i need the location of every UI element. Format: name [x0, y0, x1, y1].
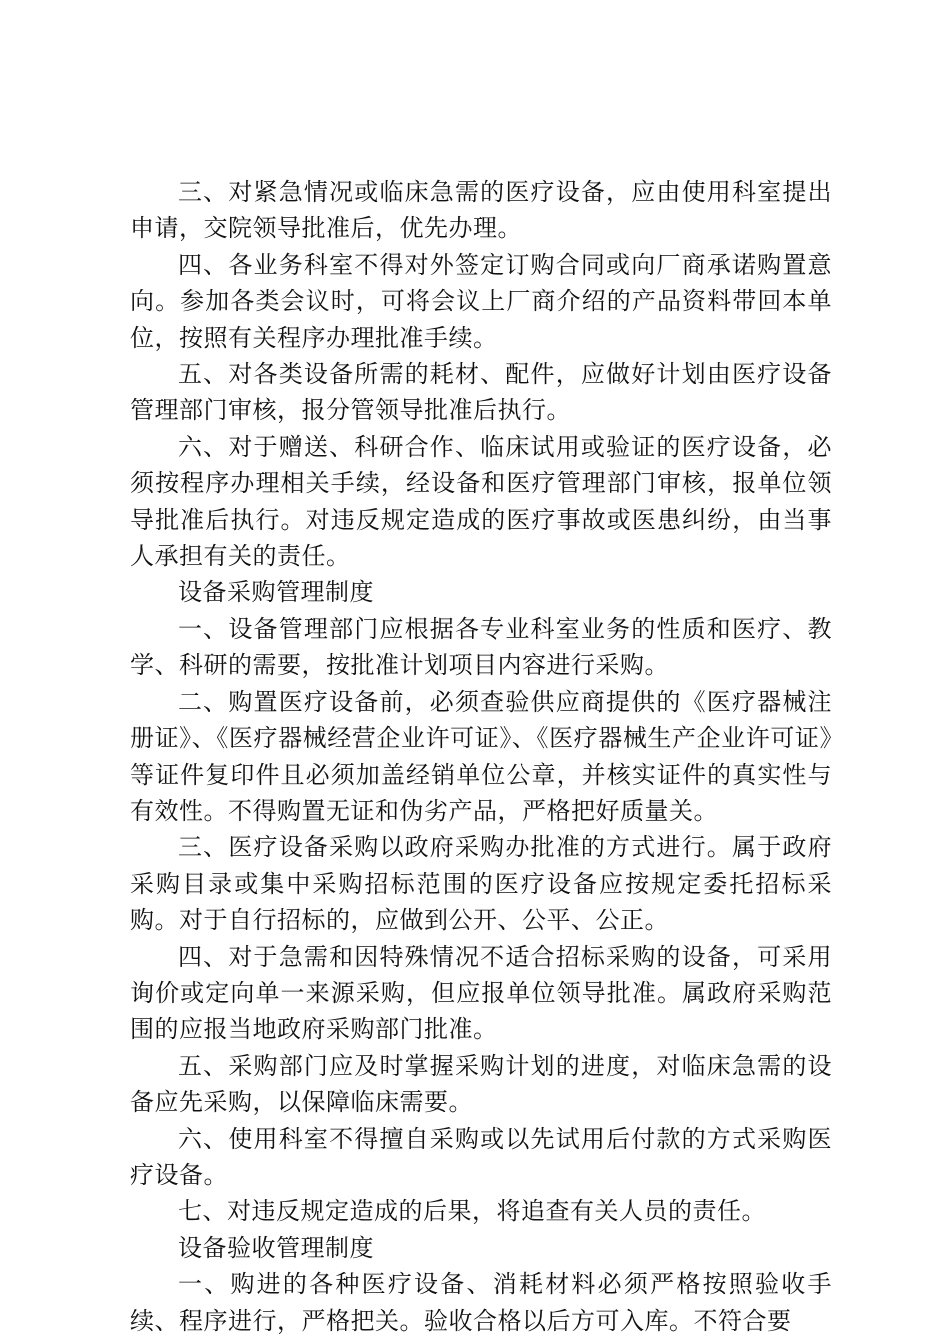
paragraph: 四、各业务科室不得对外签定订购合同或向厂商承诺购置意向。参加各类会议时，可将会议上厂商介绍的产品资料带回本单位，按照有关程序办理批准手续。 [130, 250, 832, 352]
paragraph: 六、对于赠送、科研合作、临床试用或验证的医疗设备，必须按程序办理相关手续，经设备和医疗管理部门审核，报单位领导批准后执行。对违反规定造成的医疗事故或医患纠纷，由当事人承担有关的责任。 [130, 432, 832, 571]
section-heading-acceptance: 设备验收管理制度 [178, 1233, 374, 1262]
paragraph: 六、使用科室不得擅自采购或以先试用后付款的方式采购医疗设备。 [130, 1124, 832, 1189]
paragraph: 五、采购部门应及时掌握采购计划的进度，对临床急需的设备应先采购，以保障临床需要。 [130, 1051, 832, 1117]
paragraph: 四、对于急需和因特殊情况不适合招标采购的设备，可采用询价或定向单一来源采购，但应报单位领导批准。属政府采购范围的应报当地政府采购部门批准。 [130, 942, 832, 1044]
paragraph: 五、对各类设备所需的耗材、配件，应做好计划由医疗设备管理部门审核，报分管领导批准后执行。 [130, 360, 832, 425]
section-heading-procurement: 设备采购管理制度 [178, 578, 374, 607]
paragraph: 一、设备管理部门应根据各专业科室业务的性质和医疗、教学、科研的需要，按批准计划项目内容进行采购。 [130, 614, 832, 680]
paragraph: 一、购进的各种医疗设备、消耗材料必须严格按照验收手续、程序进行，严格把关。验收合格以后方可入库。不符合要 [130, 1270, 832, 1335]
paragraph: 三、医疗设备采购以政府采购办批准的方式进行。属于政府采购目录或集中采购招标范围的医疗设备应按规定委托招标采购。对于自行招标的，应做到公开、公平、公正。 [130, 833, 832, 935]
paragraph: 七、对违反规定造成的后果，将追查有关人员的责任。 [178, 1197, 766, 1226]
paragraph: 二、购置医疗设备前，必须查验供应商提供的《医疗器械注册证》、《医疗器械经营企业许可证》、《医疗器械生产企业许可证》等证件复印件且必须加盖经销单位公章，并核实证件的真实性与有效性。不得购置无证和伪劣产品，严格把好质量关。 [130, 687, 832, 825]
document-page [130, 174, 832, 1339]
paragraph: 三、对紧急情况或临床急需的医疗设备，应由使用科室提出申请，交院领导批准后，优先办理。 [130, 178, 832, 243]
